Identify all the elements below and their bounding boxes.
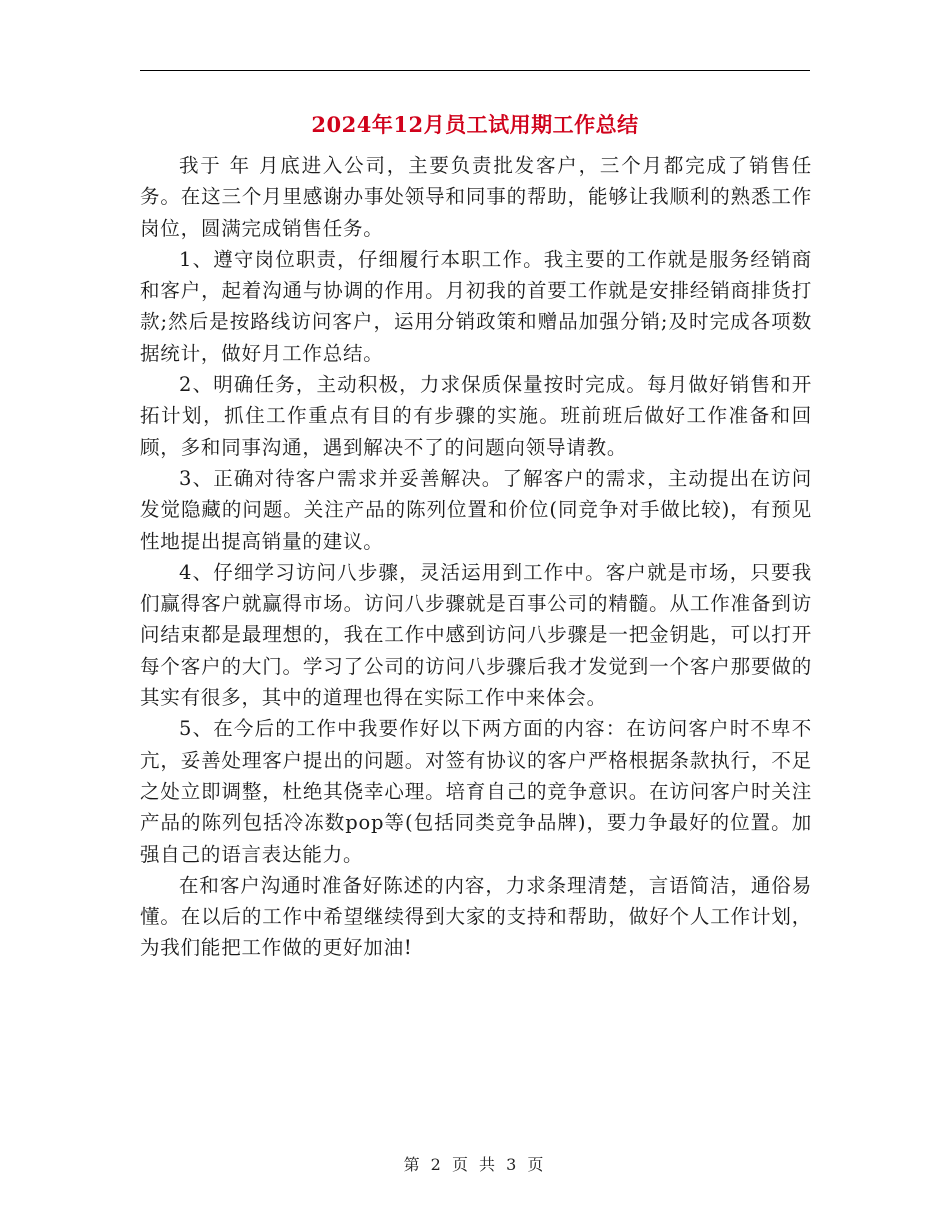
paragraph-item-3: 3、正确对待客户需求并妥善解决。了解客户的需求，主动提出在访问发觉隐藏的问题。关注产品的陈列位置和价位(同竞争对手做比较)，有预见性地提出提高销量的建议。 — [140, 466, 812, 553]
page-number: 第 2 页 共 3 页 — [403, 1155, 547, 1174]
paragraph-closing: 在和客户沟通时准备好陈述的内容，力求条理清楚，言语简洁，通俗易懂。在以后的工作中希望继续得到大家的支持和帮助，做好个人工作计划，为我们能把工作做的更好加油! — [140, 873, 812, 960]
paragraph-item-2: 2、明确任务，主动积极，力求保质保量按时完成。每月做好销售和开拓计划，抓住工作重点有目的有步骤的实施。班前班后做好工作准备和回顾，多和同事沟通，遇到解决不了的问题向领导请教。 — [140, 373, 812, 459]
header-rule — [140, 70, 810, 71]
paragraph-item-5: 5、在今后的工作中我要作好以下两方面的内容：在访问客户时不卑不亢，妥善处理客户提出的问题。对签有协议的客户严格根据条款执行，不足之处立即调整，杜绝其侥幸心理。培育自己的竞争意识。在访问客户时关注产品的陈列包括冷冻数pop等(包括同类竞争品牌)，要力争最好的位置。加强自己的语言表达能力。 — [140, 717, 812, 866]
document-title: 2024年12月员工试用期工作总结 — [311, 112, 639, 137]
document-body — [140, 150, 812, 964]
paragraph-item-1: 1、遵守岗位职责，仔细履行本职工作。我主要的工作就是服务经销商和客户，起着沟通与协调的作用。月初我的首要工作就是安排经销商排货打款;然后是按路线访问客户，运用分销政策和赠品加强分销;及时完成各项数据统计，做好月工作总结。 — [140, 247, 812, 365]
paragraph-item-4: 4、仔细学习访问八步骤，灵活运用到工作中。客户就是市场，只要我们赢得客户就赢得市场。访问八步骤就是百事公司的精髓。从工作准备到访问结束都是最理想的，我在工作中感到访问八步骤是一把金钥匙，可以打开每个客户的大门。学习了公司的访问八步骤后我才发觉到一个客户那要做的其实有很多，其中的道理也得在实际工作中来体会。 — [140, 560, 812, 710]
paragraph-intro: 我于 年 月底进入公司，主要负责批发客户，三个月都完成了销售任务。在这三个月里感谢办事处领导和同事的帮助，能够让我顺利的熟悉工作岗位，圆满完成销售任务。 — [140, 154, 812, 240]
